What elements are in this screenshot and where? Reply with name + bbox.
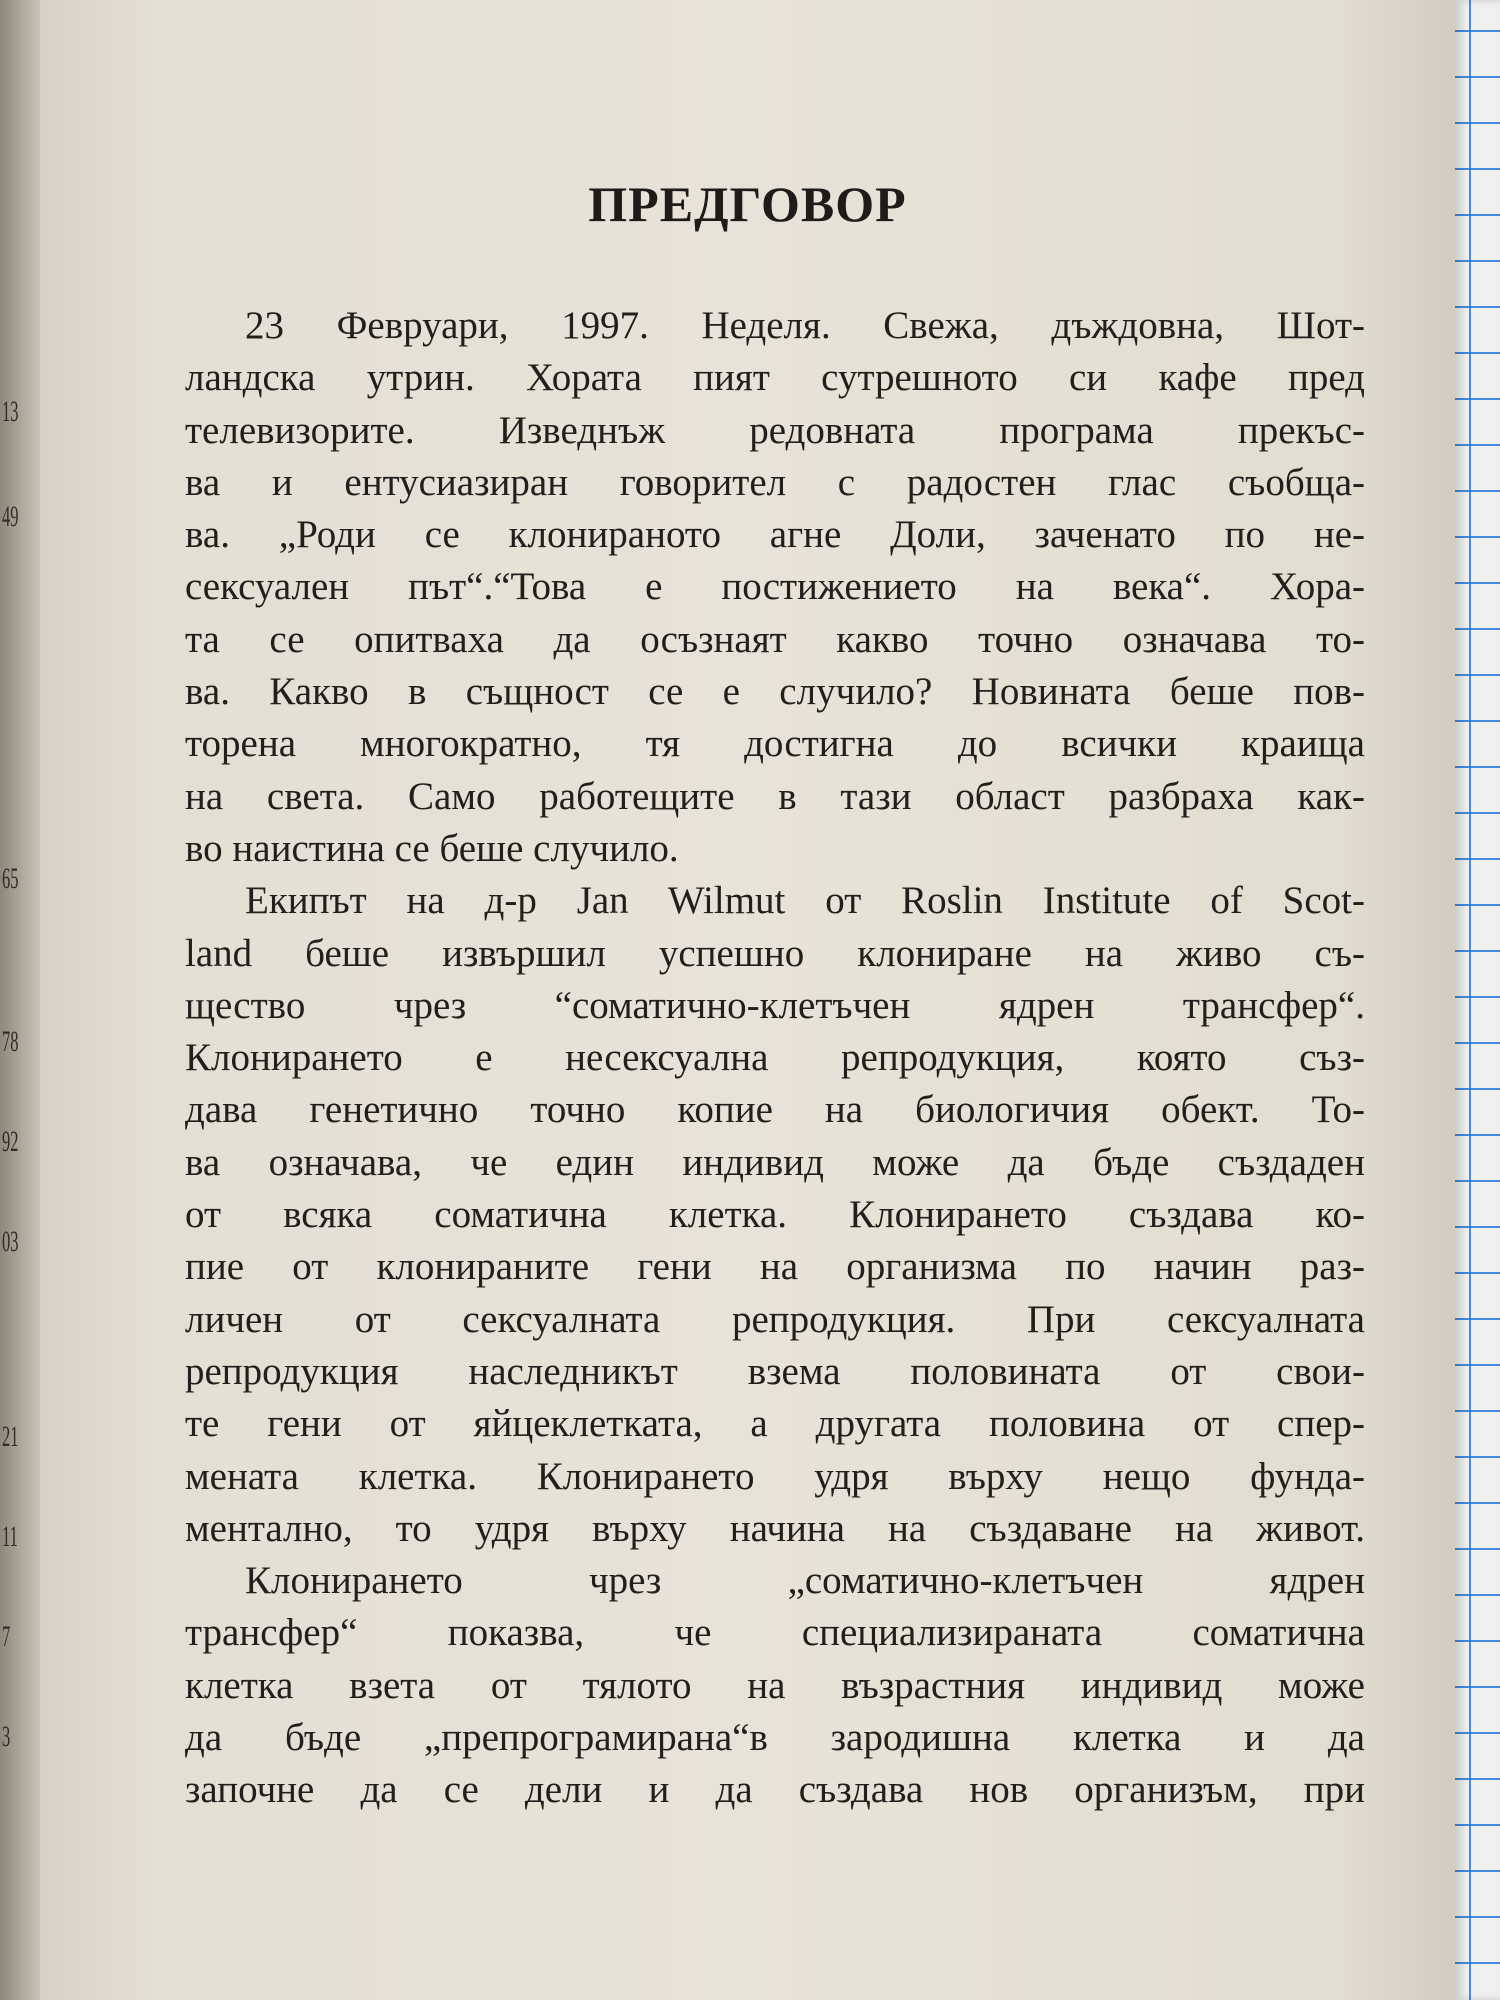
text-line: Клонирането е несексуална репродукция, която съз- xyxy=(185,1036,1365,1080)
body-text xyxy=(185,300,1365,1817)
text-line: репродукция наследникът взема половината от свои- xyxy=(185,1349,1365,1393)
text-line: во наистина се беше случило. xyxy=(185,826,679,870)
text-line: телевизорите. Изведнъж редовната програма прекъс- xyxy=(185,408,1365,452)
margin-number: 13 xyxy=(2,395,19,428)
notebook-grid-paper xyxy=(1455,0,1500,2000)
text-line: ва означава, че един индивид може да бъде създаден xyxy=(185,1140,1365,1184)
page-title: ПРЕДГОВОР xyxy=(588,176,907,232)
text-line: Екипът на д-р Jan Wilmut от Roslin Institute of Scot- xyxy=(245,879,1365,923)
text-line: ва. „Роди се клонираното агне Доли, заченато по не- xyxy=(185,513,1365,557)
text-line: та се опитваха да осъзнаят какво точно означава то- xyxy=(185,617,1365,661)
text-line: от всяка соматична клетка. Клонирането създава ко- xyxy=(185,1193,1365,1237)
margin-number: 3 xyxy=(2,1720,11,1753)
margin-number: 11 xyxy=(2,1520,18,1553)
text-line: да бъде „препрограмирана“в зародишна клетка и да xyxy=(185,1716,1365,1760)
text-line: сексуален път“.“Това е постижението на века“. Хора- xyxy=(185,565,1365,609)
margin-number: 03 xyxy=(2,1225,19,1258)
text-line: трансфер“ показва, че специализираната соматична xyxy=(185,1611,1365,1655)
previous-page-numbers xyxy=(0,0,40,2000)
margin-number: 65 xyxy=(2,862,19,895)
text-line: дава генетично точно копие на биологичия обект. То- xyxy=(185,1088,1365,1132)
text-line: започне да се дели и да създава нов организъм, при xyxy=(185,1768,1365,1812)
text-line: ментално, то удря върху начина на създаване на живот. xyxy=(185,1506,1365,1550)
text-line: торена многократно, тя достигна до всички краища xyxy=(185,722,1365,766)
text-line: ландска утрин. Хората пият сутрешното си кафе пред xyxy=(185,356,1365,400)
text-line: на света. Само работещите в тази област разбраха как- xyxy=(185,774,1365,818)
text-line: клетка взета от тялото на възрастния индивид може xyxy=(185,1663,1365,1707)
margin-number: 92 xyxy=(2,1125,19,1158)
text-line: мената клетка. Клонирането удря върху нещо фунда- xyxy=(185,1454,1365,1498)
text-line: пие от клонираните гени на организма по начин раз- xyxy=(185,1245,1365,1289)
text-line: Клонирането чрез „соматично-клетъчен ядрен xyxy=(245,1559,1365,1603)
text-line: land беше извършил успешно клониране на живо съ- xyxy=(185,931,1365,975)
text-line: ва и ентусиазиран говорител с радостен глас съобща- xyxy=(185,460,1365,504)
text-line: те гени от яйцеклетката, а другата половина от спер- xyxy=(185,1402,1365,1446)
margin-number: 7 xyxy=(2,1620,11,1653)
margin-number: 49 xyxy=(2,500,19,533)
text-line: личен от сексуалната репродукция. При сексуалната xyxy=(185,1297,1365,1341)
book-page xyxy=(40,0,1455,2000)
text-line: ва. Какво в същност се е случило? Новината беше пов- xyxy=(185,670,1365,714)
text-line: щество чрез “соматично-клетъчен ядрен трансфер“. xyxy=(185,983,1365,1027)
margin-number: 78 xyxy=(2,1025,19,1058)
text-line: 23 Февруари, 1997. Неделя. Свежа, дъждовна, Шот- xyxy=(245,304,1365,347)
margin-number: 21 xyxy=(2,1420,19,1453)
